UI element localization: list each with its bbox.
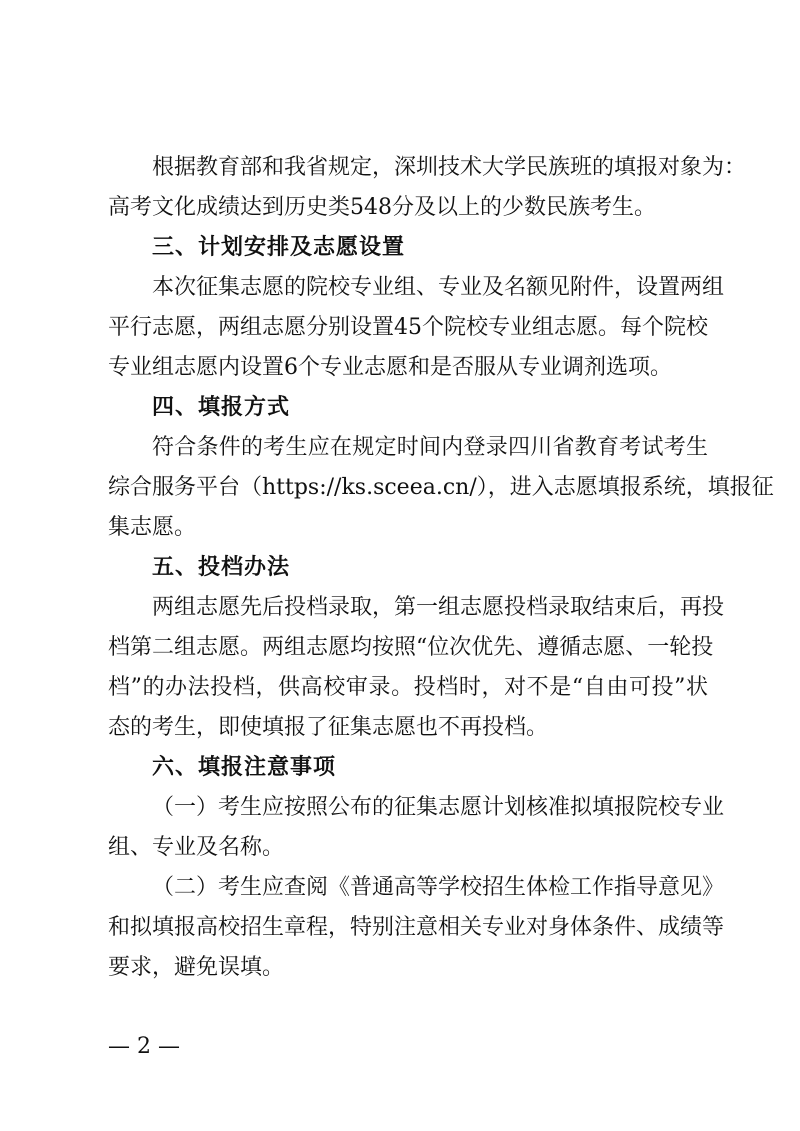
paragraph-line: 根据教育部和我省规定，深圳技术大学民族班的填报对象为： <box>152 155 747 180</box>
paragraph-line: 综合服务平台（https://ks.sceea.cn/），进入志愿填报系统，填报征 <box>108 475 774 500</box>
paragraph-line: 本次征集志愿的院校专业组、专业及名额见附件，设置两组 <box>152 275 725 300</box>
section-heading: 四、填报方式 <box>152 395 291 420</box>
paragraph-line: 高考文化成绩达到历史类548分及以上的少数民族考生。 <box>108 195 656 220</box>
page-number: — 2 — <box>108 1034 180 1059</box>
paragraph-line: 态的考生，即使填报了征集志愿也不再投档。 <box>108 715 549 740</box>
paragraph-line: （一）考生应按照公布的征集志愿计划核准拟填报院校专业 <box>152 795 725 820</box>
paragraph-line: 和拟填报高校招生章程，特别注意相关专业对身体条件、成绩等 <box>108 915 725 940</box>
paragraph-line: 两组志愿先后投档录取，第一组志愿投档录取结束后，再投 <box>152 595 725 620</box>
paragraph-line: （二）考生应查阅《普通高等学校招生体检工作指导意见》 <box>152 875 725 900</box>
paragraph-line: 平行志愿，两组志愿分别设置45个院校专业组志愿。每个院校 <box>108 315 708 340</box>
section-heading: 三、计划安排及志愿设置 <box>152 235 406 260</box>
paragraph-line: 符合条件的考生应在规定时间内登录四川省教育考试考生 <box>152 435 708 460</box>
paragraph-line: 专业组志愿内设置6个专业志愿和是否服从专业调剂选项。 <box>108 355 672 380</box>
paragraph-line: 档第二组志愿。两组志愿均按照“位次优先、遵循志愿、一轮投 <box>108 635 714 660</box>
section-heading: 六、填报注意事项 <box>152 755 337 780</box>
section-heading: 五、投档办法 <box>152 555 291 580</box>
paragraph-line: 集志愿。 <box>108 515 197 540</box>
paragraph-line: 组、专业及名称。 <box>108 835 285 860</box>
paragraph-line: 档”的办法投档，供高校审录。投档时，对不是“自由可投”状 <box>108 675 708 700</box>
paragraph-line: 要求，避免误填。 <box>108 955 285 980</box>
